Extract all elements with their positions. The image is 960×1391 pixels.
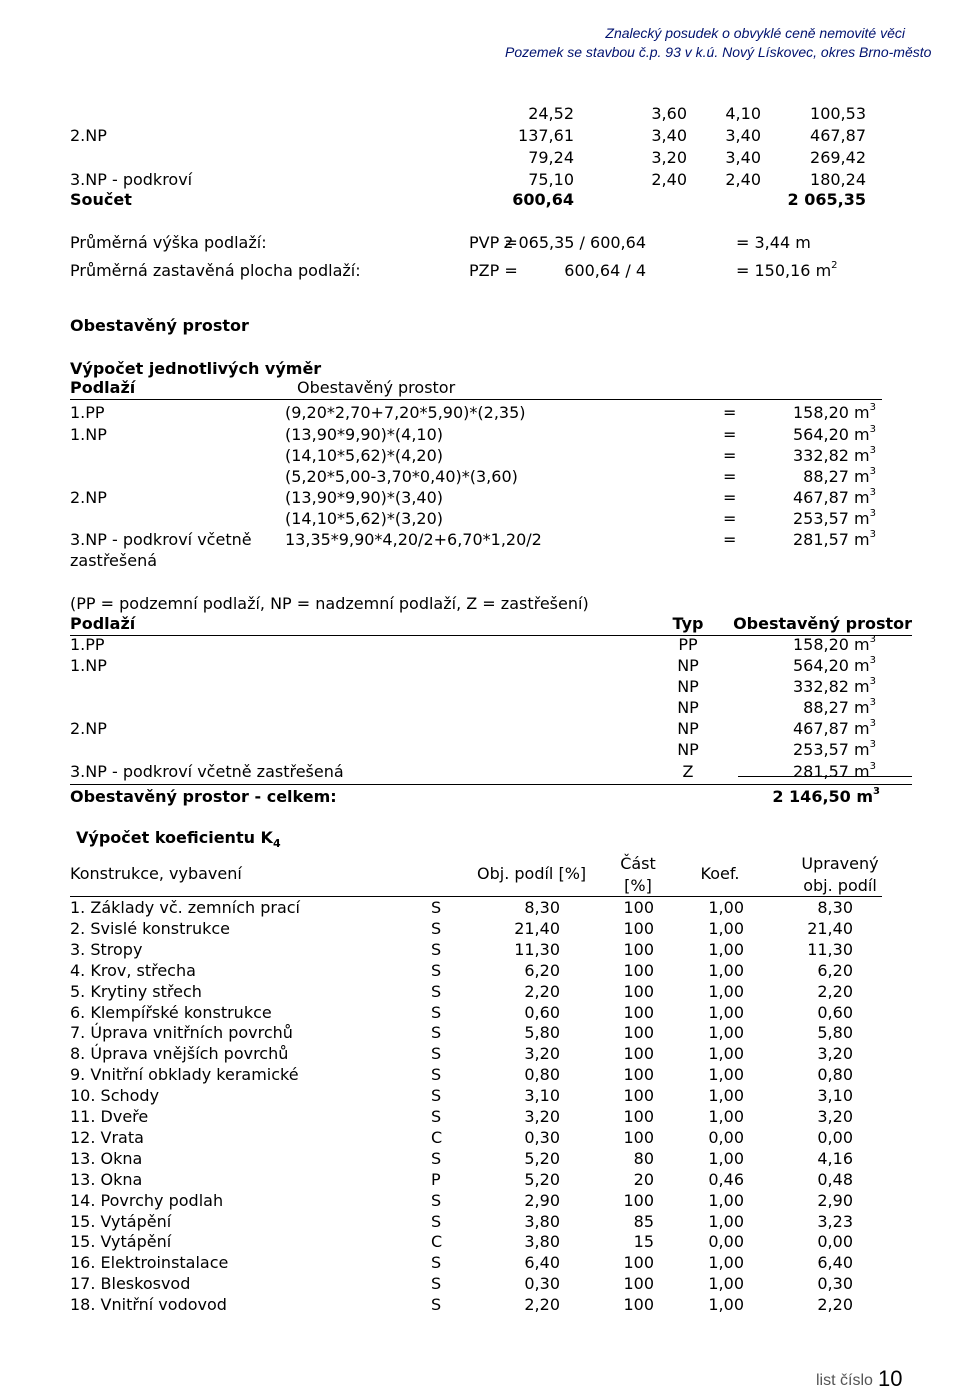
coef-row-part: 20 bbox=[633, 1169, 654, 1189]
coef-row-koef: 1,00 bbox=[708, 1044, 744, 1064]
superscript: 3 bbox=[869, 508, 876, 519]
coef-row-part: 100 bbox=[623, 1065, 654, 1085]
coef-row-part: 15 bbox=[633, 1232, 654, 1252]
coef-row-share: 11,30 bbox=[514, 939, 560, 959]
summary-volume-value: 88,27 $m^3$ bbox=[803, 697, 876, 717]
header-title: Znalecký posudek o obvyklé ceně nemovité věci bbox=[605, 25, 905, 41]
header-underline bbox=[70, 399, 882, 400]
coef-row-koef: 1,00 bbox=[708, 960, 744, 980]
coef-row-part: 100 bbox=[623, 1295, 654, 1315]
coef-row-part: 80 bbox=[633, 1148, 654, 1168]
coef-row-koef: 1,00 bbox=[708, 1274, 744, 1294]
header-underline bbox=[70, 896, 882, 897]
equals-sign: = bbox=[723, 509, 737, 528]
coef-row-type: S bbox=[431, 1023, 442, 1043]
coef-row-type: P bbox=[431, 1169, 441, 1189]
floor-height-value: 3,40 bbox=[651, 126, 687, 145]
coef-header-share: Obj. podíl [%] bbox=[477, 864, 587, 883]
subscript: 4 bbox=[272, 837, 281, 851]
coef-row-adjusted: 21,40 bbox=[807, 918, 853, 938]
coef-row-share: 5,80 bbox=[524, 1023, 560, 1043]
coef-row-share: 2,90 bbox=[524, 1190, 560, 1210]
coef-row-koef: 1,00 bbox=[708, 939, 744, 959]
footer-label: list číslo bbox=[816, 1372, 873, 1389]
total-rule bbox=[70, 784, 912, 785]
summary-volume-value: 564,20 $m^3$ bbox=[792, 655, 876, 675]
coef-row-type: S bbox=[431, 1107, 442, 1126]
column-header-floor: Podlaží bbox=[70, 614, 136, 633]
summary-floor-label: 3.NP - podkroví včetně zastřešená bbox=[70, 762, 344, 781]
summary-floor-label: 1.NP bbox=[70, 656, 107, 675]
volume-value: 158,20 $m^3$ bbox=[792, 402, 876, 422]
floor-volume-value: 467,87 bbox=[810, 126, 866, 145]
summary-type: NP bbox=[677, 698, 699, 717]
superscript: 3 bbox=[869, 466, 876, 477]
coef-row-type: S bbox=[431, 1211, 442, 1231]
volume-formula: 13,35*9,90*4,20/2+6,70*1,20/2 bbox=[285, 530, 542, 549]
floor-area-value: 24,52 bbox=[528, 104, 574, 123]
coef-row-type: S bbox=[431, 1253, 442, 1273]
average-abbr: PZP = bbox=[469, 261, 518, 280]
volume-formula: (13,90*9,90)*(3,40) bbox=[285, 488, 444, 507]
coef-row-share: 3,10 bbox=[524, 1086, 560, 1106]
floor-height-value: 3,40 bbox=[725, 148, 761, 167]
coef-row-koef: 1,00 bbox=[708, 1295, 744, 1315]
coef-row-name: 9. Vnitřní obklady keramické bbox=[70, 1065, 299, 1085]
column-header-volume: Obestavěný prostor bbox=[733, 614, 912, 633]
summary-volume-value: 467,87 $m^3$ bbox=[792, 718, 876, 738]
coef-row-adjusted: 8,30 bbox=[817, 898, 853, 917]
coef-row-type: S bbox=[431, 1065, 442, 1085]
coef-row-share: 3,20 bbox=[524, 1107, 560, 1126]
volume-formula: (9,20*2,70+7,20*5,90)*(2,35) bbox=[285, 403, 526, 422]
superscript: 3 bbox=[869, 634, 876, 645]
coef-row-adjusted: 3,20 bbox=[817, 1107, 853, 1126]
floor-height-value: 3,60 bbox=[651, 104, 687, 123]
coef-row-adjusted: 0,00 bbox=[817, 1232, 853, 1252]
coef-row-type: S bbox=[431, 918, 442, 938]
coef-row-type: S bbox=[431, 981, 442, 1001]
floor-area-value: 137,61 bbox=[518, 126, 574, 145]
coef-row-adjusted: 4,16 bbox=[817, 1148, 853, 1168]
coef-row-name: 3. Stropy bbox=[70, 939, 143, 959]
coef-row-name: 4. Krov, střecha bbox=[70, 960, 196, 980]
volume-formula: (14,10*5,62)*(3,20) bbox=[285, 509, 444, 528]
coef-row-type: S bbox=[431, 1148, 442, 1168]
coef-row-share: 3,20 bbox=[524, 1044, 560, 1064]
total-value: 2 146,50 $m^3$ bbox=[772, 786, 880, 806]
coef-row-koef: 1,00 bbox=[708, 1190, 744, 1210]
coef-row-koef: 1,00 bbox=[708, 1086, 744, 1106]
coef-row-koef: 1,00 bbox=[708, 1148, 744, 1168]
coef-row-name: 5. Krytiny střech bbox=[70, 981, 202, 1001]
coef-header-name: Konstrukce, vybavení bbox=[70, 864, 242, 883]
coef-row-share: 2,20 bbox=[524, 981, 560, 1001]
volume-formula: (5,20*5,00-3,70*0,40)*(3,60) bbox=[285, 467, 518, 486]
coef-row-koef: 1,00 bbox=[708, 1211, 744, 1231]
floor-volume-value: 100,53 bbox=[810, 104, 866, 123]
superscript: 3 bbox=[869, 487, 876, 498]
coef-row-part: 100 bbox=[623, 1086, 654, 1106]
volume-value: 281,57 $m^3$ bbox=[792, 529, 876, 549]
coef-row-adjusted: 2,90 bbox=[817, 1190, 853, 1210]
coef-row-part: 100 bbox=[623, 939, 654, 959]
coef-row-share: 5,20 bbox=[524, 1169, 560, 1189]
coef-row-adjusted: 5,80 bbox=[817, 1023, 853, 1043]
coef-row-adjusted: 0,00 bbox=[817, 1127, 853, 1147]
average-formula: 600,64 / 4 bbox=[564, 261, 646, 280]
coef-row-name: 11. Dveře bbox=[70, 1107, 149, 1126]
coef-row-name: 15. Vytápění bbox=[70, 1232, 172, 1252]
equals-sign: = bbox=[723, 467, 737, 486]
coef-row-koef: 0,46 bbox=[708, 1169, 744, 1189]
coef-row-name: 14. Povrchy podlah bbox=[70, 1190, 224, 1210]
floor-height-value: 2,40 bbox=[725, 170, 761, 189]
coef-row-koef: 1,00 bbox=[708, 1023, 744, 1043]
volume-formula: (13,90*9,90)*(4,10) bbox=[285, 425, 444, 444]
superscript: 3 bbox=[869, 718, 876, 729]
superscript: 2 bbox=[831, 260, 838, 271]
header-subtitle: Pozemek se stavbou č.p. 93 v k.ú. Nový Lískovec, okres Brno-město bbox=[505, 44, 932, 60]
column-header-floor: Podlaží bbox=[70, 378, 136, 397]
volume-value: 467,87 $m^3$ bbox=[792, 487, 876, 507]
summary-type: PP bbox=[678, 635, 698, 654]
coef-row-part: 100 bbox=[623, 1107, 654, 1126]
summary-floor-label: 1.PP bbox=[70, 635, 105, 654]
coef-row-part: 100 bbox=[623, 1044, 654, 1064]
coef-row-name: 7. Úprava vnitřních povrchů bbox=[70, 1023, 293, 1043]
coef-row-type: S bbox=[431, 1190, 442, 1210]
floor-volume-value: 269,42 bbox=[810, 148, 866, 167]
floor-area-label: 3.NP - podkroví bbox=[70, 170, 193, 189]
coef-title: Výpočet koeficientu $K_4$ bbox=[76, 828, 281, 851]
coef-row-type: S bbox=[431, 1274, 442, 1294]
value-rule bbox=[738, 776, 912, 777]
coef-header-part-unit: [%] bbox=[624, 876, 652, 895]
coef-row-part: 100 bbox=[623, 1274, 654, 1294]
coef-row-part: 100 bbox=[623, 1002, 654, 1022]
coef-row-share: 8,30 bbox=[524, 898, 560, 917]
volume-value: 88,27 $m^3$ bbox=[803, 466, 876, 486]
coef-row-type: C bbox=[431, 1232, 443, 1252]
coef-row-share: 5,20 bbox=[524, 1148, 560, 1168]
summary-volume-value: 281,57 $m^3$ bbox=[792, 761, 876, 781]
coef-row-koef: 0,00 bbox=[708, 1127, 744, 1147]
coef-row-name: 18. Vnitřní vodovod bbox=[70, 1295, 227, 1315]
coef-row-koef: 1,00 bbox=[708, 1065, 744, 1085]
coef-row-share: 6,20 bbox=[524, 960, 560, 980]
coef-row-koef: 1,00 bbox=[708, 1107, 744, 1126]
volume-formula: (14,10*5,62)*(4,20) bbox=[285, 446, 444, 465]
coef-row-adjusted: 6,40 bbox=[817, 1253, 853, 1273]
average-label: Průměrná zastavěná plocha podlaží: bbox=[70, 261, 361, 280]
coef-row-type: S bbox=[431, 898, 442, 917]
equals-sign: = bbox=[723, 530, 737, 549]
superscript: 3 bbox=[873, 786, 880, 797]
floor-volume-total: 2 065,35 bbox=[787, 190, 866, 209]
coef-row-part: 100 bbox=[623, 1023, 654, 1043]
coef-row-share: 0,30 bbox=[524, 1274, 560, 1294]
floor-area-total-label: Součet bbox=[70, 190, 132, 209]
coef-row-part: 100 bbox=[623, 1253, 654, 1273]
coef-row-type: S bbox=[431, 1044, 442, 1064]
coef-row-koef: 1,00 bbox=[708, 898, 744, 917]
coef-row-share: 0,60 bbox=[524, 1002, 560, 1022]
average-label: Průměrná výška podlaží: bbox=[70, 233, 267, 252]
coef-row-part: 100 bbox=[623, 918, 654, 938]
volume-floor-label: 2.NP bbox=[70, 488, 107, 507]
coef-row-share: 3,80 bbox=[524, 1211, 560, 1231]
coef-row-part: 100 bbox=[623, 981, 654, 1001]
coef-row-type: S bbox=[431, 1086, 442, 1106]
superscript: 3 bbox=[869, 761, 876, 772]
coef-row-name: 8. Úprava vnějších povrchů bbox=[70, 1044, 289, 1064]
summary-volume-value: 332,82 $m^3$ bbox=[792, 676, 876, 696]
equals-sign: = bbox=[723, 446, 737, 465]
volume-value: 253,57 $m^3$ bbox=[792, 508, 876, 528]
coef-row-part: 100 bbox=[623, 1190, 654, 1210]
coef-row-name: 1. Základy vč. zemních prací bbox=[70, 898, 300, 917]
summary-volume-value: 158,20 $m^3$ bbox=[792, 634, 876, 654]
equals-sign: = bbox=[723, 403, 737, 422]
coef-row-koef: 1,00 bbox=[708, 1253, 744, 1273]
coef-row-adjusted: 0,30 bbox=[817, 1274, 853, 1294]
coef-row-adjusted: 11,30 bbox=[807, 939, 853, 959]
coef-row-share: 21,40 bbox=[514, 918, 560, 938]
coef-row-type: S bbox=[431, 960, 442, 980]
volume-floor-label: 3.NP - podkroví včetně bbox=[70, 530, 252, 549]
coef-row-part: 100 bbox=[623, 960, 654, 980]
coef-row-name: 2. Svislé konstrukce bbox=[70, 918, 230, 938]
page-number: 10 bbox=[878, 1366, 903, 1391]
average-result: = 3,44 m bbox=[736, 233, 811, 252]
coef-row-adjusted: 3,20 bbox=[817, 1044, 853, 1064]
column-header-volume: Obestavěný prostor bbox=[297, 378, 456, 397]
coef-row-adjusted: 3,23 bbox=[817, 1211, 853, 1231]
coef-row-part: 100 bbox=[623, 1127, 654, 1147]
coef-row-adjusted: 3,10 bbox=[817, 1086, 853, 1106]
coef-row-name: 10. Schody bbox=[70, 1086, 160, 1106]
floor-area-total: 600,64 bbox=[512, 190, 574, 209]
floor-height-value: 3,20 bbox=[651, 148, 687, 167]
superscript: 3 bbox=[869, 676, 876, 687]
superscript: 3 bbox=[869, 697, 876, 708]
summary-type: Z bbox=[682, 762, 694, 781]
total-label: Obestavěný prostor - celkem: bbox=[70, 787, 337, 806]
superscript: 3 bbox=[869, 739, 876, 750]
floor-height-value: 4,10 bbox=[725, 104, 761, 123]
coef-row-adjusted: 0,60 bbox=[817, 1002, 853, 1022]
volume-floor-label: zastřešená bbox=[70, 551, 158, 570]
average-result: = 150,16 $m^2$ bbox=[736, 260, 838, 280]
equals-sign: = bbox=[723, 488, 737, 507]
coef-header-koef: Koef. bbox=[700, 864, 740, 883]
coef-row-adjusted: 2,20 bbox=[817, 981, 853, 1001]
coef-row-koef: 0,00 bbox=[708, 1232, 744, 1252]
volume-floor-label: 1.NP bbox=[70, 425, 107, 444]
coef-row-type: S bbox=[431, 1002, 442, 1022]
equals-sign: = bbox=[723, 425, 737, 444]
floor-area-label: 2.NP bbox=[70, 126, 107, 145]
floor-height-value: 2,40 bbox=[651, 170, 687, 189]
coef-row-name: 6. Klempířské konstrukce bbox=[70, 1002, 272, 1022]
coef-row-part: 100 bbox=[623, 898, 654, 917]
coef-row-share: 0,30 bbox=[524, 1127, 560, 1147]
average-formula: 2 065,35 / 600,64 bbox=[503, 233, 646, 252]
section-subtitle: Výpočet jednotlivých výměr bbox=[70, 359, 322, 378]
superscript: 3 bbox=[869, 424, 876, 435]
coef-row-part: 85 bbox=[633, 1211, 654, 1231]
coef-row-type: S bbox=[431, 939, 442, 959]
summary-volume-value: 253,57 $m^3$ bbox=[792, 739, 876, 759]
column-header-type: Typ bbox=[672, 614, 704, 633]
coef-row-adjusted: 0,48 bbox=[817, 1169, 853, 1189]
coef-row-name: 16. Elektroinstalace bbox=[70, 1253, 229, 1273]
superscript: 3 bbox=[869, 445, 876, 456]
summary-type: NP bbox=[677, 740, 699, 759]
header-underline bbox=[70, 635, 912, 636]
summary-type: NP bbox=[677, 656, 699, 675]
coef-row-koef: 1,00 bbox=[708, 981, 744, 1001]
average-abbr: PVP = bbox=[469, 233, 518, 252]
coef-row-share: 0,80 bbox=[524, 1065, 560, 1085]
floor-height-value: 3,40 bbox=[725, 126, 761, 145]
summary-floor-label: 2.NP bbox=[70, 719, 107, 738]
superscript: 3 bbox=[869, 655, 876, 666]
coef-row-koef: 1,00 bbox=[708, 1002, 744, 1022]
coef-header-part: Část bbox=[620, 854, 656, 873]
coef-row-name: 13. Okna bbox=[70, 1169, 143, 1189]
volume-value: 332,82 $m^3$ bbox=[792, 445, 876, 465]
coef-row-type: S bbox=[431, 1295, 442, 1315]
coef-row-name: 12. Vrata bbox=[70, 1127, 144, 1147]
coef-row-adjusted: 2,20 bbox=[817, 1295, 853, 1315]
superscript: 3 bbox=[869, 402, 876, 413]
superscript: 3 bbox=[869, 529, 876, 540]
coef-row-name: 17. Bleskosvod bbox=[70, 1274, 191, 1294]
coef-header-adjusted: Upravený bbox=[801, 854, 879, 873]
coef-row-share: 2,20 bbox=[524, 1295, 560, 1315]
coef-row-share: 3,80 bbox=[524, 1232, 560, 1252]
legend-note: (PP = podzemní podlaží, NP = nadzemní podlaží, Z = zastřešení) bbox=[70, 594, 589, 613]
section-title: Obestavěný prostor bbox=[70, 316, 249, 335]
summary-type: NP bbox=[677, 719, 699, 738]
summary-type: NP bbox=[677, 677, 699, 696]
coef-row-name: 15. Vytápění bbox=[70, 1211, 172, 1231]
coef-row-koef: 1,00 bbox=[708, 918, 744, 938]
volume-value: 564,20 $m^3$ bbox=[792, 424, 876, 444]
coef-row-share: 6,40 bbox=[524, 1253, 560, 1273]
coef-row-adjusted: 6,20 bbox=[817, 960, 853, 980]
floor-area-value: 79,24 bbox=[528, 148, 574, 167]
coef-header-adjusted-unit: obj. podíl bbox=[803, 876, 877, 895]
floor-area-value: 75,10 bbox=[528, 170, 574, 189]
coef-row-adjusted: 0,80 bbox=[817, 1065, 853, 1085]
coef-row-name: 13. Okna bbox=[70, 1148, 143, 1168]
volume-floor-label: 1.PP bbox=[70, 403, 105, 422]
floor-volume-value: 180,24 bbox=[810, 170, 866, 189]
coef-row-type: C bbox=[431, 1127, 443, 1147]
